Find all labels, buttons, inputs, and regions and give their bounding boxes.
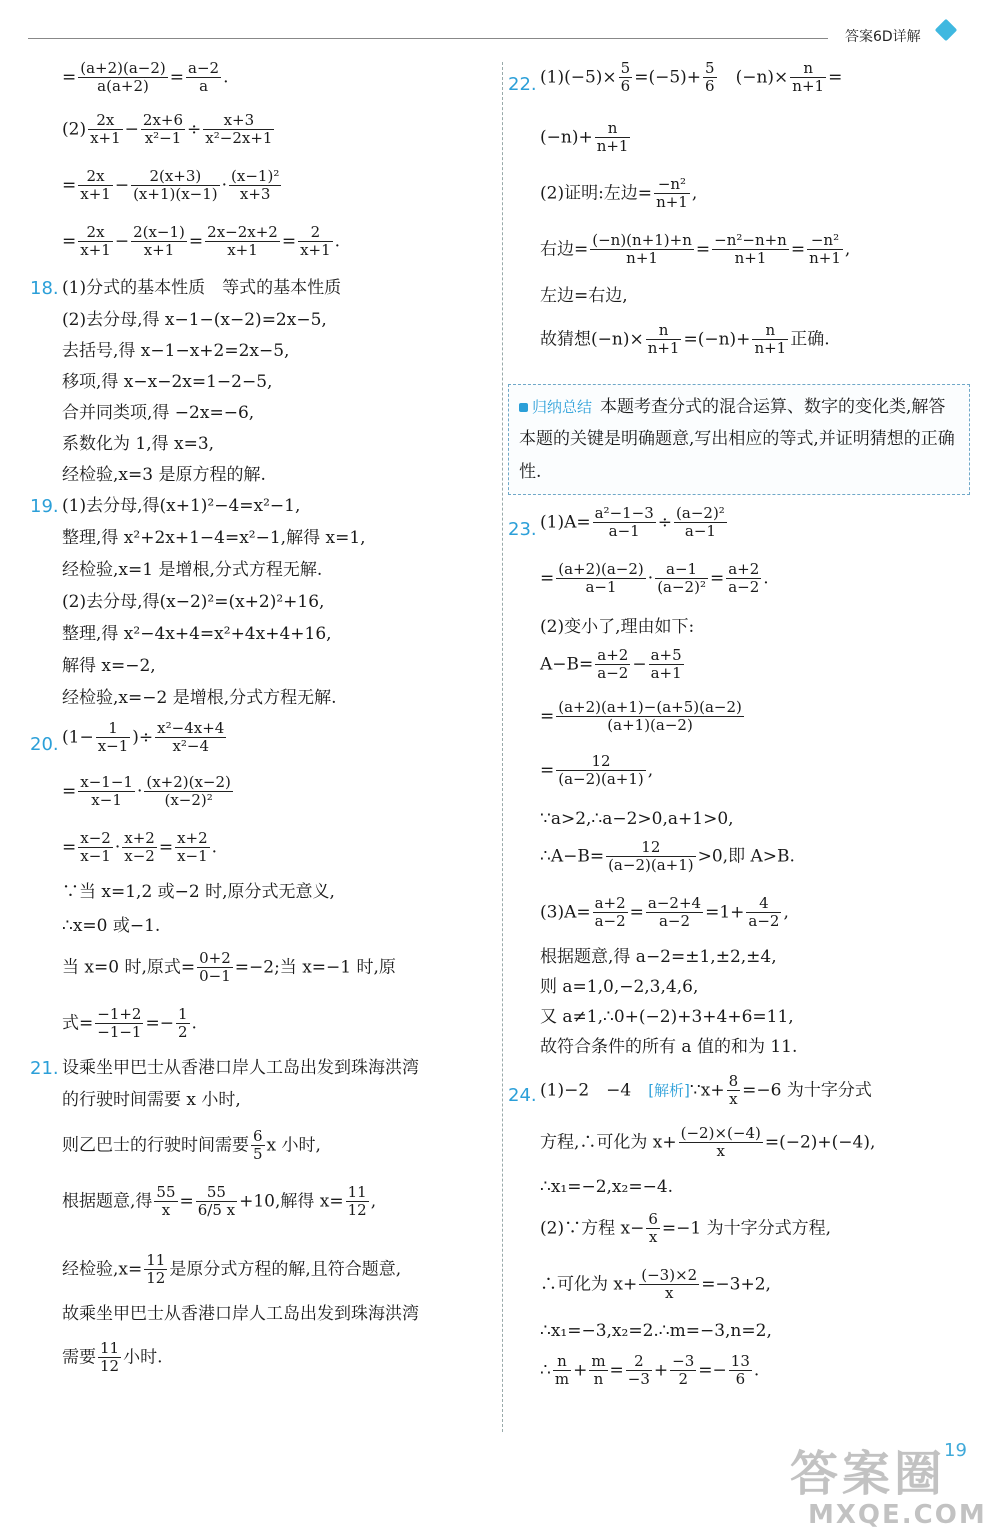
- eq-line: 则乙巴士的行驶时间需要 $\frac{6}{5}$ x 小时,: [62, 1127, 321, 1164]
- summary-box: [508, 384, 970, 495]
- eq-line: (2)∵方程 x− $\frac{6}{x}$ =−1 为十字分式方程,: [540, 1209, 831, 1247]
- eq-line: = $\frac{x-1-1}{x-1}$ · $\frac{(x+2)(x-2)}{\text{(x−2)²}}$: [62, 773, 231, 810]
- eq-line: (2) $\frac{2x}{x+1}$ − $\frac{2x+6}{\text{x²−1}}$ ÷ $\frac{x+3}{\text{x²−2x+1}}$: [62, 111, 273, 148]
- eq-line: 方程,∴可化为 x+ $\frac{(-2)\times(-4)}{x}$ =(−2)+(−4),: [540, 1123, 876, 1161]
- page-number: 19: [944, 1440, 967, 1461]
- text-line: ∵当 x=1,2 或−2 时,原分式无意义,: [62, 882, 335, 902]
- eq-line: (3)A= $\frac{a+2}{a-2}$ = $\frac{a-2+4}{a-2}$ =1+ $\frac{4}{a-2}$ ,: [540, 893, 789, 931]
- text-line: 故乘坐甲巴士从香港口岸人工岛出发到珠海洪湾: [62, 1304, 419, 1324]
- question-18: [30, 278, 490, 496]
- question-number: 21.: [30, 1058, 59, 1079]
- text-line: 设乘坐甲巴士从香港口岸人工岛出发到珠海洪湾: [62, 1058, 419, 1078]
- header-rule: [28, 38, 828, 39]
- eq-line: (2)证明:左边= $\frac{\text{−n²}}{n+1}$ ,: [540, 175, 698, 212]
- eq-line: 当 x=0 时,原式= $\frac{0+2}{0-1}$ =−2;当 x=−1 时,原: [62, 949, 396, 986]
- left-column: [30, 60, 490, 1392]
- eq-line: 需要 $\frac{11}{12}$ 小时.: [62, 1339, 163, 1376]
- eq-line: 式= $\frac{-1+2}{-1-1}$ =− $\frac{1}{2}$ .: [62, 1005, 197, 1042]
- text-line: 经检验,x=1 是增根,分式方程无解.: [62, 560, 323, 580]
- eq-line: = $\frac{2x}{x+1}$ − $\frac{2(x-1)}{x+1}$ = $\frac{2x-2x+2}{x+1}$ = $\frac{2}{x+1}$ .: [62, 223, 341, 260]
- eq-line: = $\frac{12}{(a-2)(a+1)}$ ,: [540, 751, 654, 789]
- summary-tag: 归纳总结: [519, 398, 592, 416]
- eq-line: = $\frac{x-2}{x-1}$ · $\frac{x+2}{x-2}$ = $\frac{x+2}{x-1}$ .: [62, 829, 218, 866]
- text-line: 故符合条件的所有 a 值的和为 11.: [540, 1036, 798, 1057]
- text-line: 整理,得 x²−4x+4=x²+4x+4+16,: [62, 624, 332, 644]
- text-line: ∴x₁=−2,x₂=−4.: [540, 1176, 674, 1197]
- question-20: 20. (1− $\frac{1}{x-1}$ )÷ $\frac{\text{x²−4x+4}}{\text{x²−4}}$ = $\frac{x-1-1}{x-1}$ · $\frac{(x+2)(x-2)}{\text{(x−2)²}}$ = $\frac{x-2}{x-1}$ · $\frac{x+2}{x-2}$ = $\frac{x+2}{x-1}$ . ∵当 x=1,2 或−2 时,原分式无意义, ∴x=0 或−1. 当 x=0 时,原式= $\frac{0+2}{0-1}$ =−2;当 x=−1 时,原 式= $\frac{-1+2}{-1-1}$ =− $\frac{1}{2}$ .: [30, 720, 490, 1058]
- text-line: 合并同类项,得 −2x=−6,: [62, 403, 255, 423]
- question-number: 23.: [508, 518, 537, 540]
- eq-line: ∴ $\frac{n}{m}$ + $\frac{m}{n}$ = $\frac{2}{-3}$ + $\frac{-3}{2}$ =− $\frac{13}{6}$ .: [540, 1351, 760, 1389]
- text-line: (1)去分母,得(x+1)²−4=x²−1,: [62, 496, 301, 516]
- text-line: 左边=右边,: [540, 286, 628, 306]
- question-21: [30, 1058, 490, 1392]
- text-line: 解得 x=−2,: [62, 656, 156, 676]
- text-line: (2)去分母,得(x−2)²=(x+2)²+16,: [62, 592, 325, 612]
- text-line: 系数化为 1,得 x=3,: [62, 434, 215, 454]
- question-22: 22. (1)(−5)× $\frac{5}{6}$ =(−5)+ $\frac{5}{6}$ (−n)× $\frac{n}{n+1}$ = (−n)+ $\frac{n}{n+1}$ (2)证明:左边= $\frac{\text{−n²}}{n+1}$ , 右边= $\frac{(-n)(n+1)+n}{n+1}$ = $\frac{\text{−n²−n+n}}{n+1}$ = $\frac{\text{−n²}}{n+1}$ , 左边=右边, 故猜想(−n)× $\frac{n}{n+1}$ =(−n)+ $\frac{n}{n+1}$ 正确.: [508, 60, 968, 378]
- text-line: 经检验,x=3 是原方程的解.: [62, 465, 266, 485]
- text-line: ∴x₁=−3,x₂=2.∴m=−3,n=2,: [540, 1320, 772, 1341]
- question-19: [30, 496, 490, 720]
- text-line: 经检验,x=−2 是增根,分式方程无解.: [62, 688, 337, 708]
- question-24: 24. (1)−2 −4 [解析]∵x+ $\frac{8}{x}$ =−6 为十字分式 方程,∴可化为 x+ $\frac{(-2)\times(-4)}{x}$ =(−2)+(−4), ∴x₁=−2,x₂=−4. (2)∵方程 x− $\frac{6}{x}$ =−1 为十字分式方程, ∴可化为 x+ $\frac{(-3)\times 2}{x}$ =−3+2, ∴x₁=−3,x₂=2.∴m=−3,n=2, ∴ $\frac{n}{m}$ + $\frac{m}{n}$ = $\frac{2}{-3}$ + $\frac{-3}{2}$ =− $\frac{13}{6}$ .: [508, 1073, 968, 1405]
- summary-text: 本题考查分式的混合运算、数字的变化类,解答本题的关键是明确题意,写出相应的等式,并证明猜想的正确性.: [519, 397, 955, 482]
- question-number: 19.: [30, 496, 59, 517]
- text-line: (2)变小了,理由如下:: [540, 616, 695, 637]
- text-line: (1)分式的基本性质 等式的基本性质: [62, 278, 342, 298]
- analysis-tag: [解析]: [648, 1081, 690, 1100]
- text-line: 则 a=1,0,−2,3,4,6,: [540, 976, 699, 997]
- text-line: 的行驶时间需要 x 小时,: [62, 1090, 241, 1110]
- text-line: 根据题意,得 a−2=±1,±2,±4,: [540, 946, 777, 967]
- question-number: 22.: [508, 74, 537, 95]
- text-line: 又 a≠1,∴0+(−2)+3+4+6=11,: [540, 1006, 794, 1027]
- eq-line: (−n)+ $\frac{n}{n+1}$: [540, 119, 629, 156]
- eq-line: = $\frac{(a+2)(a-2)}{a-1}$ · $\frac{a-1}{\text{(a−2)²}}$ = $\frac{a+2}{a-2}$ .: [540, 559, 769, 597]
- text-line: ∴x=0 或−1.: [62, 916, 161, 936]
- eq-line: ∴可化为 x+ $\frac{(-3)\times 2}{x}$ =−3+2,: [540, 1265, 771, 1303]
- eq-line: 故猜想(−n)× $\frac{n}{n+1}$ =(−n)+ $\frac{n}{n+1}$ 正确.: [540, 321, 830, 358]
- summary-bullet-icon: [519, 403, 528, 412]
- question-23: 23. (1)A= $\frac{\text{a²−1−3}}{a-1}$ ÷ $\frac{\text{(a−2)²}}{a-1}$ = $\frac{(a+2)(a-2)}{a-1}$ · $\frac{a-1}{\text{(a−2)²}}$ = $\frac{a+2}{a-2}$ . (2)变小了,理由如下: A−B= $\frac{a+2}{a-2}$ − $\frac{a+5}{a+1}$ = $\frac{(a+2)(a+1)-(a+5)(a-2)}{(a+1)(a-2)}$ = $\frac{12}{(a-2)(a+1)}$ , ∵a>2,∴a−2>0,a+1>0, ∴A−B= $\frac{12}{(a-2)(a+1)}$ >0,即 A>B. (3)A= $\frac{a+2}{a-2}$ = $\frac{a-2+4}{a-2}$ =1+ $\frac{4}{a-2}$ , 根据题意,得 a−2=±1,±2,±4, 则 a=1,0,−2,3,4,6, 又 a≠1,∴0+(−2)+3+4+6=11, 故符合条件的所有 a 值的和为 11.: [508, 505, 968, 1073]
- watermark-text: 答案圈: [790, 1446, 947, 1502]
- question-number: 18.: [30, 278, 59, 299]
- header-title: 答案6D详解: [845, 29, 921, 45]
- text-line: 整理,得 x²+2x+1−4=x²−1,解得 x=1,: [62, 528, 366, 548]
- text-line: (2)去分母,得 x−1−(x−2)=2x−5,: [62, 310, 327, 330]
- question-number: 20.: [30, 734, 59, 755]
- column-divider: [502, 62, 503, 1432]
- eq-line: 根据题意,得 $\frac{55}{x}$ = $\frac{55}{6/5 x}$ +10,解得 x= $\frac{11}{12}$ ,: [62, 1183, 377, 1220]
- watermark-url: MXQE.COM: [808, 1500, 987, 1530]
- eq-line: = $\frac{(a+2)(a-2)}{a(a+2)}$ = $\frac{a-2}{a}$ .: [62, 59, 229, 96]
- eq-line: 经检验,x= $\frac{11}{12}$ 是原分式方程的解,且符合题意,: [62, 1251, 402, 1288]
- header-gem-icon: [935, 19, 958, 42]
- right-column: [508, 60, 968, 1405]
- eq-line: = $\frac{2x}{x+1}$ − $\frac{2(x+3)}{(x+1)(x-1)}$ · $\frac{\text{(x−1)²}}{x+3}$: [62, 167, 280, 204]
- question-number: 24.: [508, 1084, 537, 1106]
- eq-line: ∴A−B= $\frac{12}{(a-2)(a+1)}$ >0,即 A>B.: [540, 837, 795, 875]
- eq-line: 右边= $\frac{(-n)(n+1)+n}{n+1}$ = $\frac{\text{−n²−n+n}}{n+1}$ = $\frac{\text{−n²}}{n+1}$ ,: [540, 231, 851, 268]
- text-line: ∵a>2,∴a−2>0,a+1>0,: [540, 808, 734, 829]
- eq-line: = $\frac{(a+2)(a+1)-(a+5)(a-2)}{(a+1)(a-2)}$: [540, 697, 742, 735]
- text-line: 去括号,得 x−1−x+2=2x−5,: [62, 341, 290, 361]
- eq-line: A−B= $\frac{a+2}{a-2}$ − $\frac{a+5}{a+1}$: [540, 645, 682, 683]
- text-line: 移项,得 x−x−2x=1−2−5,: [62, 372, 273, 392]
